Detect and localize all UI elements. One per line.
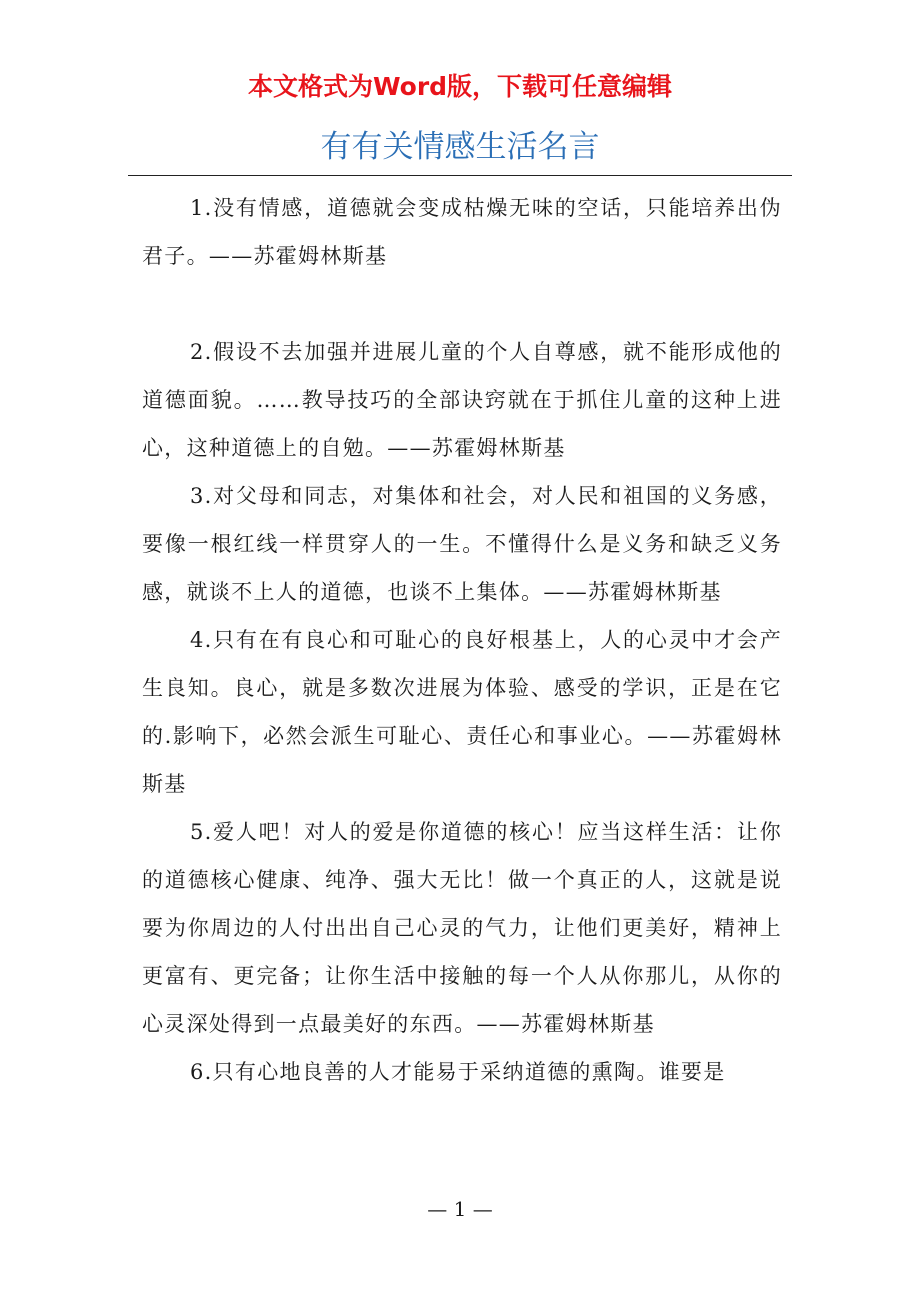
document-body: [142, 184, 782, 1096]
format-banner: 本文格式为Word版，下载可任意编辑: [247, 72, 673, 101]
quote-paragraph-2: 2.假设不去加强并进展儿童的个人自尊感，就不能形成他的道德面貌。……教导技巧的全部诀窍就在于抓住儿童的这种上进心，这种道德上的自勉。——苏霍姆林斯基: [142, 340, 782, 460]
title-divider: [128, 175, 792, 176]
quote-paragraph-6: 6.只有心地良善的人才能易于采纳道德的熏陶。谁要是: [190, 1060, 726, 1084]
quote-paragraph-5: 5.爱人吧！对人的爱是你道德的核心！应当这样生活：让你的道德核心健康、纯净、强大无比！做一个真正的人，这就是说要为你周边的人付出出自己心灵的气力，让他们更美好，精神上更富有、更完备；让你生活中接触的每一个人从你那儿，从你的心灵深处得到一点最美好的东西。——苏霍姆林斯基: [142, 820, 782, 1036]
quote-paragraph-3: 3.对父母和同志，对集体和社会，对人民和祖国的义务感，要像一根红线一样贯穿人的一生。不懂得什么是义务和缺乏义务感，就谈不上人的道德，也谈不上集体。——苏霍姆林斯基: [142, 484, 782, 604]
quote-paragraph-4: 4.只有在有良心和可耻心的良好根基上，人的心灵中才会产生良知。良心，就是多数次进展为体验、感受的学识，正是在它的.影响下，必然会派生可耻心、责任心和事业心。——苏霍姆林斯基: [142, 628, 782, 796]
page-number: — 1 —: [427, 1197, 493, 1221]
document-title: 有有关情感生活名言: [320, 129, 600, 165]
quote-paragraph-1: 1.没有情感，道德就会变成枯燥无味的空话，只能培养出伪君子。——苏霍姆林斯基: [142, 196, 782, 268]
